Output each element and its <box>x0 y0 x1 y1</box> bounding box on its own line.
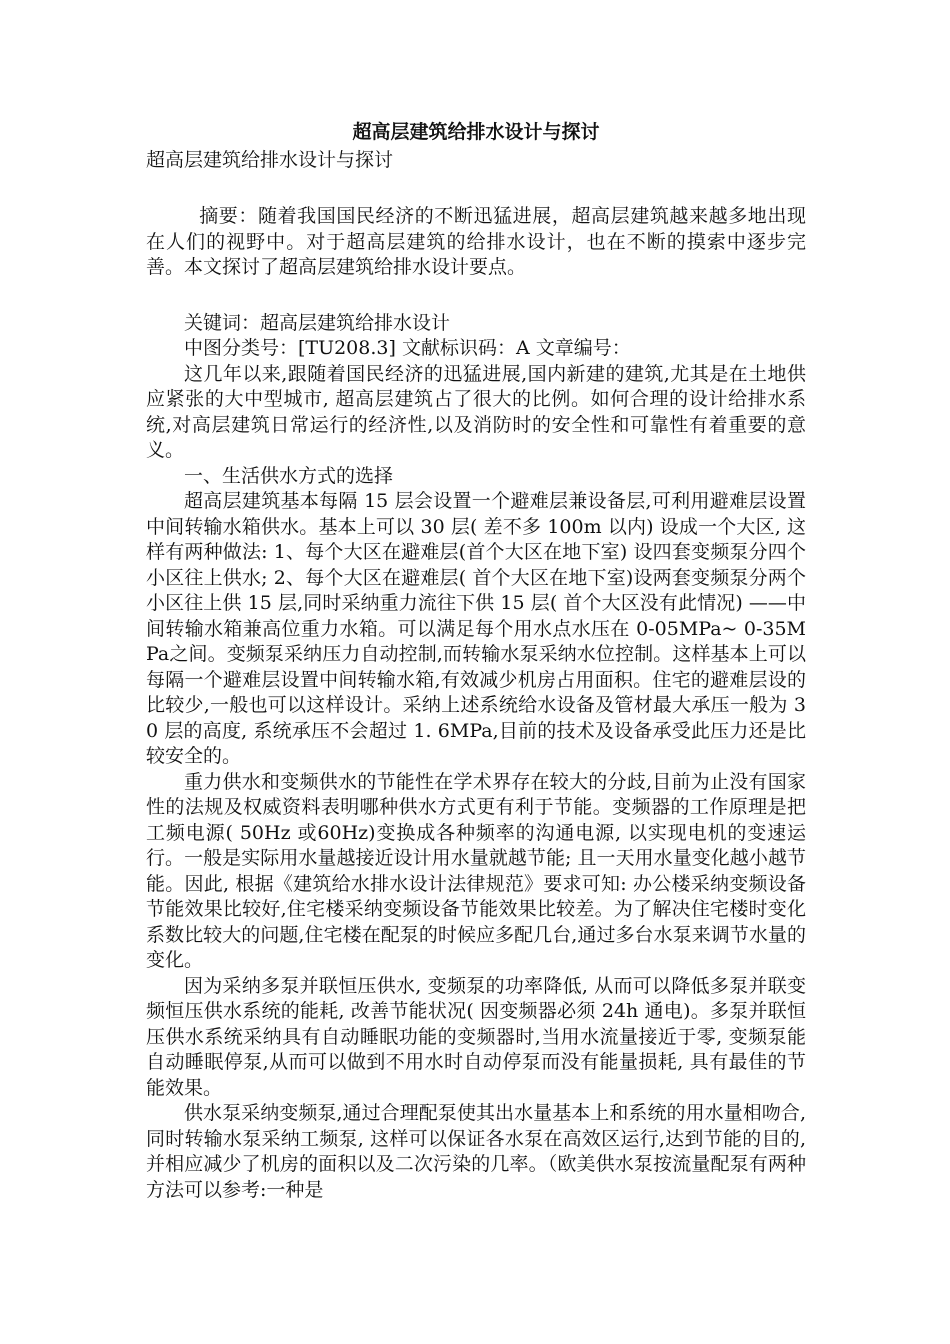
body-paragraph: 供水泵采纳变频泵,通过合理配泵使其出水量基本上和系统的用水量相吻合,同时转输水泵采纳工频泵, 这样可以保证各水泵在高效区运行,达到节能的目的, 并相应减少了机房的面积以及二次污染的几率。（欧美供水泵按流量配泵有两种方法可以参考:一种是 <box>146 1102 806 1201</box>
body-paragraph: 超高层建筑基本每隔 15 层会设置一个避难层兼设备层,可利用避难层设置中间转输水箱供水。基本上可以 30 层( 差不多 100m 以内) 设成一个大区, 这样有两种做法: 1、每个大区在避难层(首个大区在地下室) 设四套变频泵分四个小区往上供水; 2、每个大区在避难层( 首个大区在地下室)设两套变频泵分两个小区往上供 15 层,同时采纳重力流往下供 15 层( 首个大区没有此情况) ——中间转输水箱兼高位重力水箱。可以满足每个用水点水压在 0-05MPa~ 0-35MPa之间。变频泵采纳压力自动控制,而转输水泵采纳水位控制。这样基本上可以每隔一个避难层设置中间转输水箱,有效减少机房占用面积。住宅的避难层设的比较少,一般也可以这样设计。采纳上述系统给水设备及管材最大承压一般为 30 层的高度, 系统承压不会超过 1. 6MPa,目前的技术及设备承受此压力还是比较安全的。 <box>146 490 806 767</box>
section-heading: 一、生活供水方式的选择 <box>184 464 394 487</box>
classification-line: 中图分类号：[TU208.3] 文献标识码：A 文章编号： <box>184 337 631 359</box>
body-paragraph: 因为采纳多泵并联恒压供水, 变频泵的功率降低, 从而可以降低多泵并联变频恒压供水系统的能耗, 改善节能状况( 因变频器必须 24h 通电)。多泵并联恒压供水系统采纳具有自动睡眠功能的变频器时,当用水流量接近于零, 变频泵能自动睡眠停泵,从而可以做到不用水时自动停泵而没有能量损耗, 具有最佳的节能效果。 <box>146 974 806 1099</box>
spacer <box>146 281 806 311</box>
body-paragraph: 重力供水和变频供水的节能性在学术界存在较大的分歧,目前为止没有国家性的法规及权威资料表明哪种供水方式更有利于节能。变频器的工作原理是把工频电源( 50Hz 或60Hz)变换成各种频率的沟通电源, 以实现电机的变速运行。一般是实际用水量越接近设计用水量就越节能; 且一天用水量变化越小越节能。因此, 根据《建筑给水排水设计法律规范》要求可知: 办公楼采纳变频设备节能效果比较好,住宅楼采纳变频设备节能效果比较差。为了解决住宅楼时变化系数比较大的问题,住宅楼在配泵的时候应多配几台,通过多台水泵来调节水量的变化。 <box>146 770 806 971</box>
keywords-line: 关键词：超高层建筑给排水设计 <box>184 311 451 334</box>
document-subtitle: 超高层建筑给排水设计与探讨 <box>146 149 394 171</box>
abstract-paragraph: 摘要：随着我国国民经济的不断迅猛进展，超高层建筑越来越多地出现在人们的视野中。对于超高层建筑的给排水设计，也在不断的摸索中逐步完善。本文探讨了超高层建筑给排水设计要点。 <box>146 205 806 278</box>
document-page <box>146 118 806 1203</box>
body-paragraph: 这几年以来,跟随着国民经济的迅猛进展,国内新建的建筑,尤其是在土地供应紧张的大中型城市, 超高层建筑占了很大的比例。如何合理的设计给排水系统,对高层建筑日常运行的经济性,以及消防时的安全性和可靠性有着重要的意义。 <box>146 362 806 461</box>
document-title: 超高层建筑给排水设计与探讨 <box>352 121 600 143</box>
spacer <box>146 174 806 204</box>
